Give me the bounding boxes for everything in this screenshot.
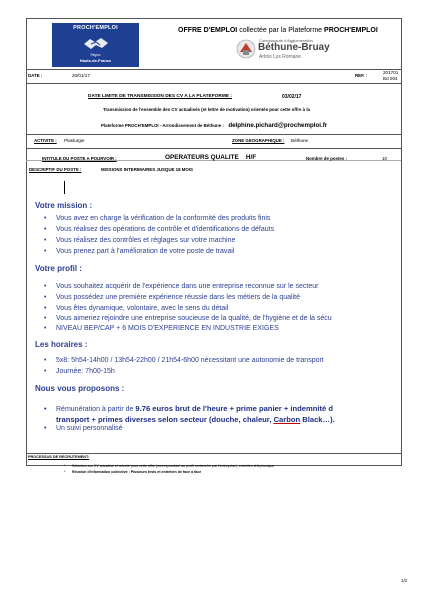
divider <box>26 134 401 135</box>
prochemploi-logo <box>52 23 139 67</box>
process-line-2: * Réunion d'information collective ; Plusieurs tests et entretien de face à face <box>64 470 202 474</box>
handshake-icon <box>83 35 109 51</box>
list-item: • 5x8: 5h54-14h00 / 13h54-22h00 / 21h54-6h00 nécessitant une autonomie de transport <box>44 357 324 364</box>
mission-title: Votre mission : <box>35 201 93 210</box>
list-item: • Vous réalisez des opérations de contrôle et d'identifications de défauts <box>44 226 275 233</box>
deadline-value: 03/02/17 <box>282 94 302 100</box>
list-item: • Vous souhaitez acquérir de l'expérience dans une entreprise reconnue sur le secteur <box>44 283 319 290</box>
logo-brand-text: PROCH'EMPLOI <box>73 25 118 31</box>
horaires-title: Les horaires : <box>35 340 88 349</box>
ref-value-2: Bd 004 <box>383 76 398 81</box>
deadline-line-1: Transmission de l'ensemble des CV actualisés (et lettre de motivation) orientés pour cette offre à la <box>103 107 310 112</box>
list-item: • Vous aimeriez rejoindre une entreprise soucieuse de la qualité, de l'hygiène et de la sécu <box>44 315 332 322</box>
list-item: • Rémunération à partir de 9.76 euros brut de l'heure + prime panier + indemnité d <box>44 404 334 413</box>
logo-city-name: Béthune-Bruay <box>258 42 330 53</box>
page-number: 1/2 <box>401 578 408 583</box>
zone-label: ZONE GEOGRAPHIQUE : <box>232 138 285 143</box>
list-item: • Un suivi personnalisé <box>44 425 123 432</box>
activite-value: Plasturgie <box>64 138 85 143</box>
descriptif-value: MISSIONS INTERIMAIRES JUSQUE 18 MOIS <box>101 167 193 172</box>
process-line-1: * Sélection sur CV actualisé et orienté pour cette offre (correspondant au profil recherché par l'entreprise), entretien téléphonique <box>64 464 275 468</box>
process-label: PROCESSUS DE RECRUTEMENT: <box>28 455 90 459</box>
list-item: • Vous avez en charge la vérification de la conformité des produits finis <box>44 215 271 222</box>
divider <box>26 453 401 454</box>
title-middle: collectée par la Plateforme <box>239 27 323 34</box>
text-cursor <box>64 181 65 194</box>
nb-postes-label: Nombre de postes : <box>306 156 347 161</box>
list-item: • Vous prenez part à l'amélioration de votre poste de travail <box>44 248 235 255</box>
divider <box>26 148 401 149</box>
list-item: • Vous possédez une première expérience réussie dans les métiers de la qualité <box>44 294 300 301</box>
deadline-label: DATE LIMITE DE TRANSMISSION DES CV A LA PLATEFORME : <box>88 94 232 99</box>
ref-label: REF. : <box>355 73 368 78</box>
divider <box>26 69 401 70</box>
descriptif-label: DESCRIPTIF DU POSTE : <box>29 167 82 172</box>
contact-email-link[interactable]: delphine.pichard@prochemploi.fr <box>228 122 328 129</box>
page-title <box>178 27 378 34</box>
logo-sub-text: Artois Lys Romane <box>259 54 302 60</box>
title-prefix: OFFRE D'EMPLOI <box>178 27 238 34</box>
title-brand: PROCH'EMPLOI <box>324 27 378 34</box>
list-item: • NIVEAU BEP/CAP + 6 MOIS D'EXPERIENCE EN INDUSTRIE EXIGES <box>44 325 279 332</box>
zone-value: Béthune <box>291 138 309 143</box>
nb-postes-value: 10 <box>382 156 388 161</box>
list-item: • Vous réalisez des contrôles et réglages sur votre machine <box>44 237 236 244</box>
list-item-continuation: transport + primes diverses selon secteur (douche, chaleur, Carbon Black…). <box>56 415 335 424</box>
list-item: • Journée: 7h00-15h <box>44 368 115 375</box>
date-label: DATE : <box>28 73 43 78</box>
intitule-label: INTITULE DU POSTE A POURVOIR : <box>42 156 117 161</box>
activite-label: ACTIVITE : <box>34 138 57 143</box>
logo-small-text: Communauté d'Agglomération <box>259 38 313 43</box>
divider <box>26 83 401 84</box>
ref-value-1: 201701 <box>383 70 399 75</box>
bethune-emblem-icon <box>236 38 256 60</box>
intitule-value: OPERATEURS QUALITE H/F <box>165 154 257 161</box>
profil-title: Votre profil : <box>35 264 82 273</box>
date-value: 20/01/17 <box>72 73 90 78</box>
deadline-line-2-prefix: Plateforme PROCH'EMPLOI - Arrondissement de Béthune : <box>101 123 224 128</box>
list-item: • Vous êtes dynamique, volontaire, avec le sens du détail <box>44 305 229 312</box>
proposons-title: Nous vous proposons : <box>35 384 125 393</box>
logo-region-name: Hauts-de-France <box>79 58 112 63</box>
deadline-line-2 <box>101 114 327 132</box>
logo-region-small: Région <box>90 53 101 57</box>
